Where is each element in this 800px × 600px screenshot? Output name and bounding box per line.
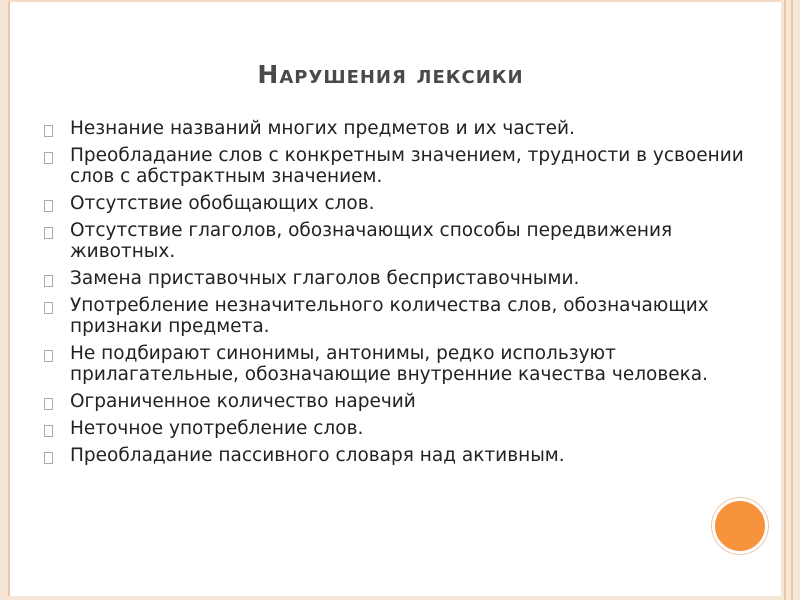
list-item-text: Не подбирают синонимы, антонимы, редко используют прилагательные, обозначающие внутренние качества человека.: [70, 343, 709, 385]
list-item: [44, 391, 744, 412]
top-border-decoration: [8, 0, 781, 2]
list-item-text: Употребление незначительного количества слов, обозначающих признаки предмета.: [70, 295, 709, 337]
slide-title: Нарушения лексики: [257, 60, 524, 89]
list-item: [44, 445, 744, 466]
square-bullet-icon: [44, 452, 53, 464]
square-bullet-icon: [44, 227, 53, 239]
list-item: [44, 145, 744, 187]
list-item: [44, 268, 744, 289]
list-item-text: Незнание названий многих предметов и их частей.: [70, 118, 575, 139]
list-item: [44, 118, 744, 139]
square-bullet-icon: [44, 398, 53, 410]
square-bullet-icon: [44, 275, 53, 287]
square-bullet-icon: [44, 350, 53, 362]
list-item-text: Ограниченное количество наречий: [70, 391, 416, 412]
right-border-line: [784, 0, 786, 600]
right-border-decoration: [781, 0, 800, 600]
square-bullet-icon: [44, 200, 53, 212]
list-item: [44, 220, 744, 262]
bottom-border-decoration: [8, 596, 781, 600]
bullet-list: [44, 118, 744, 472]
square-bullet-icon: [44, 152, 53, 164]
orange-circle-icon: [712, 498, 768, 554]
list-item-text: Отсутствие обобщающих слов.: [70, 193, 375, 214]
list-item: [44, 418, 744, 439]
list-item: [44, 343, 744, 385]
list-item-text: Замена приставочных глаголов бесприставочными.: [70, 268, 580, 289]
list-item-text: Отсутствие глаголов, обозначающих способы передвижения животных.: [70, 220, 673, 262]
left-border-decoration: [0, 0, 10, 600]
list-item-text: Преобладание слов с конкретным значением, трудности в усвоении слов с абстрактным значением.: [70, 145, 744, 187]
right-border-line: [791, 0, 793, 600]
list-item: [44, 193, 744, 214]
list-item-text: Преобладание пассивного словаря над активным.: [70, 445, 565, 466]
square-bullet-icon: [44, 425, 53, 437]
square-bullet-icon: [44, 302, 53, 314]
list-item: [44, 295, 744, 337]
square-bullet-icon: [44, 125, 53, 137]
list-item-text: Неточное употребление слов.: [70, 418, 364, 439]
